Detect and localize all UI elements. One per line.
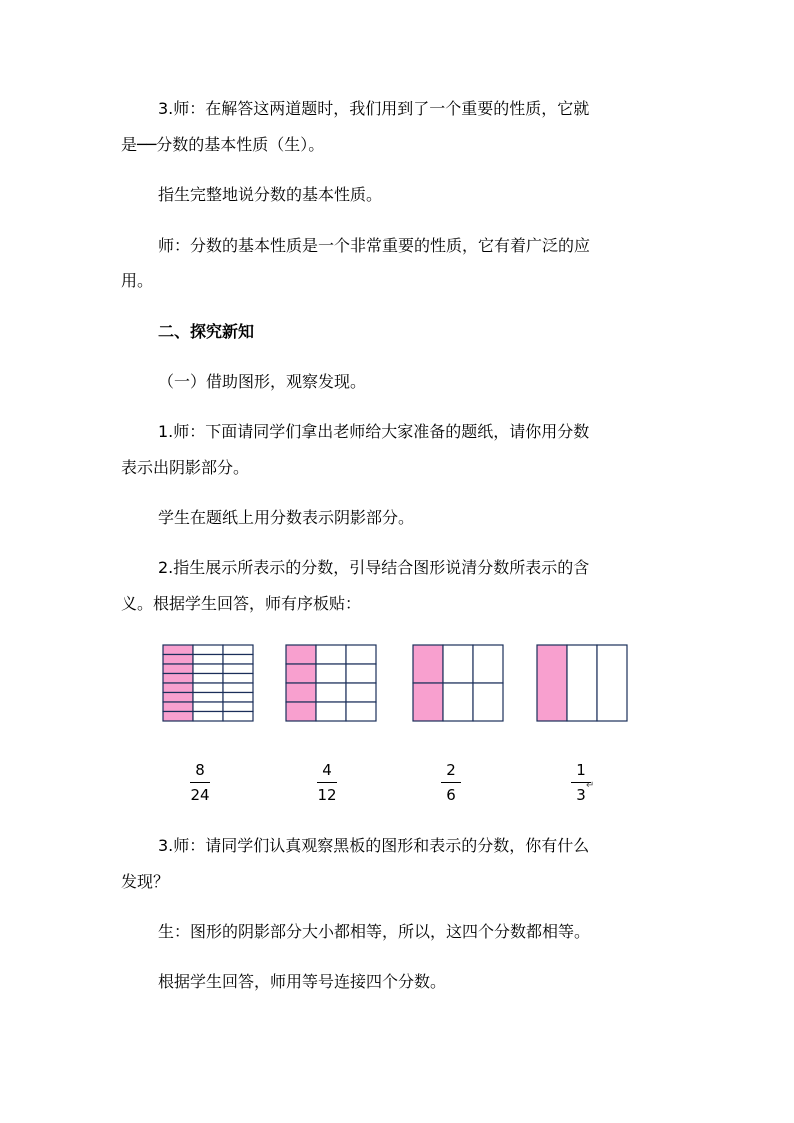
grid-cell	[473, 645, 503, 683]
paragraph-students: 学生在题纸上用分数表示阴影部分。	[158, 508, 415, 527]
paragraph-return-mark: ↵	[586, 780, 595, 791]
grid-cell	[346, 664, 376, 683]
numerator: 4	[322, 761, 332, 779]
shaded-cell	[163, 702, 193, 712]
paragraph-3-line1: 3.师：在解答这两道题时，我们用到了一个重要的性质，它就	[158, 99, 590, 118]
grid-cell	[223, 712, 253, 722]
grid-cell	[223, 655, 253, 665]
shaded-cell	[163, 693, 193, 703]
paragraph-instruction: 指生完整地说分数的基本性质。	[158, 185, 383, 204]
paragraph-1-line1: 1.师：下面请同学们拿出老师给大家准备的题纸，请你用分数	[158, 422, 590, 441]
shaded-cell	[163, 683, 193, 693]
grid-cell	[193, 702, 223, 712]
grid-cell	[597, 645, 627, 721]
shaded-cell	[413, 645, 443, 683]
subsection-heading: （一）借助图形，观察发现。	[158, 372, 367, 391]
denominator: 24	[190, 786, 210, 804]
grid-cell	[567, 645, 597, 721]
paragraph-teacher-line2: 用。	[121, 271, 154, 290]
shaded-cell	[163, 674, 193, 684]
grid-cell	[193, 674, 223, 684]
grid-cell	[193, 655, 223, 665]
shaded-cell	[163, 645, 193, 655]
shaded-cell	[163, 712, 193, 722]
fraction-grid-2-6	[412, 644, 504, 722]
shaded-cell	[163, 655, 193, 665]
paragraph-3b-line2: 发现？	[121, 872, 170, 891]
fraction-1-3	[561, 761, 601, 804]
grid-cell	[316, 645, 346, 664]
fraction-4-12	[307, 761, 347, 804]
paragraph-student-answer: 生：图形的阴影部分大小都相等，所以，这四个分数都相等。	[158, 922, 591, 941]
paragraph-2-line2: 义。根据学生回答，师有序板贴：	[121, 594, 362, 613]
paragraph-3-line2: 是──分数的基本性质（生）。	[121, 135, 325, 154]
shaded-cell	[286, 645, 316, 664]
paragraph-teacher-line1: 师：分数的基本性质是一个非常重要的性质，它有着广泛的应	[158, 236, 591, 255]
fraction-grid-8-24	[162, 644, 254, 722]
shaded-cell	[413, 683, 443, 721]
shaded-cell	[286, 683, 316, 702]
grid-cell	[443, 645, 473, 683]
grid-cell	[346, 702, 376, 721]
grid-cell	[223, 674, 253, 684]
grid-cell	[223, 693, 253, 703]
numerator: 1	[576, 761, 586, 779]
grid-cell	[193, 693, 223, 703]
denominator: 6	[446, 786, 456, 804]
grid-cell	[443, 683, 473, 721]
paragraph-3b-line1: 3.师：请同学们认真观察黑板的图形和表示的分数，你有什么	[158, 836, 590, 855]
grid-cell	[223, 683, 253, 693]
shaded-cell	[537, 645, 567, 721]
shaded-cell	[286, 702, 316, 721]
numerator: 2	[446, 761, 456, 779]
fraction-bar	[317, 782, 337, 783]
grid-cell	[193, 712, 223, 722]
grid-cell	[316, 683, 346, 702]
grid-cell	[193, 683, 223, 693]
grid-cell	[346, 645, 376, 664]
fraction-grid-4-12	[285, 644, 377, 722]
shaded-cell	[163, 664, 193, 674]
paragraph-conclusion: 根据学生回答，师用等号连接四个分数。	[158, 972, 447, 991]
shaded-cell	[286, 664, 316, 683]
grid-cell	[193, 664, 223, 674]
grid-cell	[316, 702, 346, 721]
grid-cell	[193, 645, 223, 655]
grid-cell	[316, 664, 346, 683]
grid-cell	[223, 702, 253, 712]
section-heading: 二、探究新知	[158, 322, 255, 341]
grid-cell	[223, 664, 253, 674]
fraction-bar	[190, 782, 210, 783]
paragraph-2-line1: 2.指生展示所表示的分数，引导结合图形说清分数所表示的含	[158, 558, 590, 577]
numerator: 8	[195, 761, 205, 779]
fraction-8-24	[180, 761, 220, 804]
fraction-grid-1-3	[536, 644, 628, 722]
grid-cell	[346, 683, 376, 702]
grid-cell	[223, 645, 253, 655]
denominator: 12	[317, 786, 337, 804]
grid-cell	[473, 683, 503, 721]
denominator: 3	[576, 786, 586, 804]
paragraph-1-line2: 表示出阴影部分。	[121, 458, 250, 477]
fraction-2-6	[431, 761, 471, 804]
fraction-bar	[441, 782, 461, 783]
